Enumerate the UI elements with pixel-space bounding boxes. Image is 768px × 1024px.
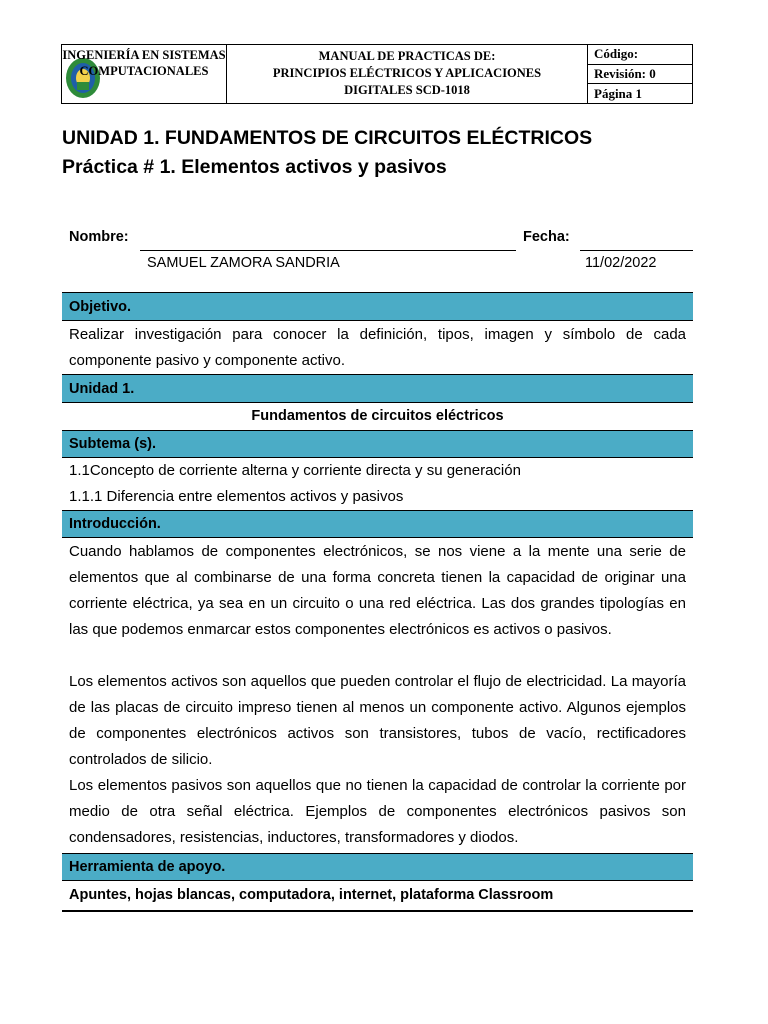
institution-name: INGENIERÍA EN SISTEMAS COMPUTACIONALES	[62, 48, 226, 78]
introduccion-header: Introducción.	[62, 510, 693, 538]
header-institution-cell	[62, 45, 227, 103]
introduccion-paragraph-2: Los elementos activos son aquellos que pueden controlar el flujo de electricidad. La mayoría de las placas de circuito impreso tienen al menos un componente activo. Algunos ejemplos de componentes electrónicos activos son transistores, tubos de vacío, rectificadores controlados de silicio.	[69, 673, 686, 768]
document-header	[61, 44, 693, 104]
objetivo-header: Objetivo.	[62, 292, 693, 321]
unit-title: UNIDAD 1. FUNDAMENTOS DE CIRCUITOS ELÉCTRICOS	[62, 127, 593, 149]
unidad-text: Fundamentos de circuitos eléctricos	[251, 408, 504, 424]
paragraph-spacer	[62, 643, 693, 669]
name-underline	[140, 250, 516, 251]
practice-title: Práctica # 1. Elementos activos y pasivos	[62, 156, 447, 178]
date-value: 11/02/2022	[585, 255, 657, 271]
pagina-field: Página 1	[594, 85, 643, 101]
subtema-item-2: 1.1.1 Diferencia entre elementos activos y pasivos	[69, 488, 404, 505]
herramienta-header: Herramienta de apoyo.	[62, 853, 693, 881]
date-label: Fecha:	[523, 229, 570, 245]
practice-content	[62, 292, 693, 912]
name-label: Nombre:	[69, 229, 129, 245]
manual-title-line3: DIGITALES SCD-1018	[344, 83, 470, 97]
introduccion-paragraph-3: Los elementos pasivos son aquellos que no tienen la capacidad de controlar la corriente por medio de otra señal eléctrica. Ejemplos de componentes electrónicos pasivos son condensadores, resistencias, inductores, transformadores y diodos.	[69, 777, 686, 846]
date-underline	[580, 250, 693, 251]
header-meta-cell	[588, 45, 692, 103]
subtema-item-1: 1.1Concepto de corriente alterna y corriente directa y su generación	[69, 462, 521, 479]
unidad-header: Unidad 1.	[62, 374, 693, 403]
codigo-field: Código:	[588, 45, 692, 65]
name-value: SAMUEL ZAMORA SANDRIA	[147, 255, 340, 271]
header-manual-cell	[227, 45, 588, 103]
subtema-header: Subtema (s).	[62, 430, 693, 458]
manual-title-line2: PRINCIPIOS ELÉCTRICOS Y APLICACIONES	[272, 66, 542, 80]
objetivo-text: Realizar investigación para conocer la definición, tipos, imagen y símbolo de cada componente pasivo y componente activo.	[69, 326, 686, 369]
herramienta-text: Apuntes, hojas blancas, computadora, internet, plataforma Classroom	[62, 881, 693, 912]
introduccion-paragraph-1: Cuando hablamos de componentes electrónicos, se nos viene a la mente una serie de elementos que al combinarse de una forma concreta tienen la capacidad de originar una corriente eléctrica, ya sea en un circuito o una red eléctrica. Las dos grandes tipologías en las que podemos enmarcar estos componentes electrónicos es activos o pasivos.	[69, 543, 686, 638]
manual-title-line1: MANUAL DE PRACTICAS DE:	[318, 49, 496, 63]
revision-field: Revisión: 0	[588, 65, 692, 85]
